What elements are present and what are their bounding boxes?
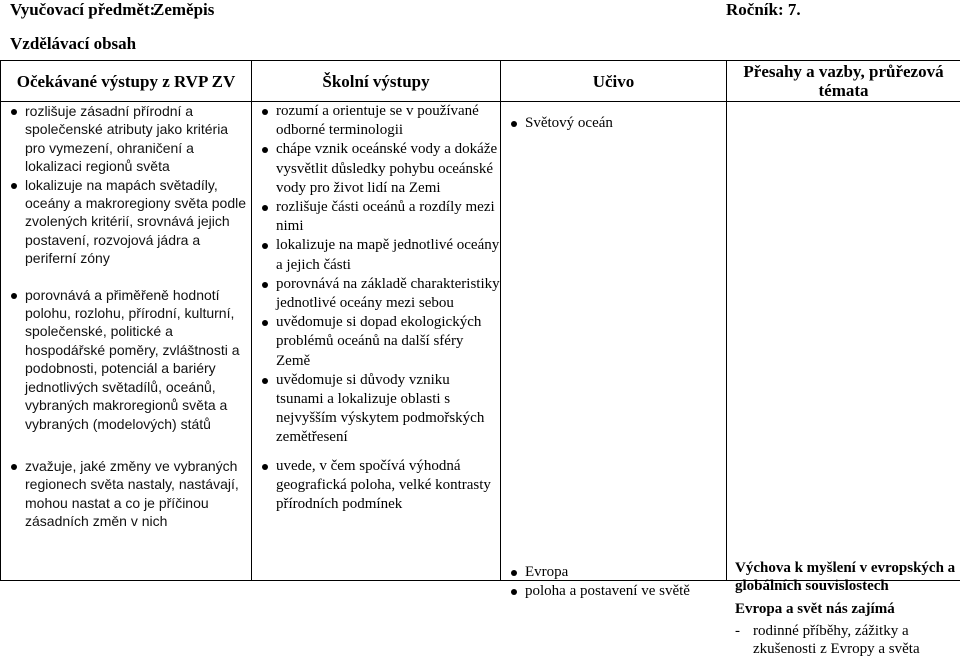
bullet-icon <box>262 320 268 326</box>
curriculum-cell <box>501 102 727 581</box>
rvp-output-text: rozlišuje zásadní přírodní a společenské atributy jako kritéria pro vymezení, ohraničení a lokalizaci regionů světa <box>25 103 228 174</box>
list-item <box>1 457 251 531</box>
bullet-icon <box>11 464 17 470</box>
bullet-icon <box>262 147 268 153</box>
bullet-icon <box>262 109 268 115</box>
cross-topics-block <box>735 559 958 658</box>
school-output-text: rozlišuje části oceánů a rozdíly mezi nimi <box>276 199 495 234</box>
school-output-text: uvede, v čem spočívá výhodná geografická poloha, velké kontrasty přírodních podmínek <box>276 458 491 512</box>
bullet-icon <box>262 205 268 211</box>
list-item <box>252 140 500 198</box>
bullet-icon <box>262 464 268 470</box>
curriculum-table <box>0 60 960 581</box>
curriculum-topic: Světový oceán <box>525 115 613 131</box>
curriculum-topic: Evropa <box>525 564 568 580</box>
list-item <box>252 457 500 515</box>
col-header-curriculum: Učivo <box>501 61 727 102</box>
dash-icon: - <box>735 622 740 640</box>
bullet-icon <box>262 378 268 384</box>
cross-topics-cell <box>727 102 960 581</box>
table-row <box>1 102 960 581</box>
school-output-text: chápe vznik oceánské vody a dokáže vysvětlit důsledky pohybu oceánské vody pro život lidí na Zemi <box>276 141 497 195</box>
list-item <box>735 622 958 658</box>
school-output-text: uvědomuje si dopad ekologických problémů oceánů na další sféry Země <box>276 314 481 368</box>
col-header-school-outputs: Školní výstupy <box>252 61 501 102</box>
rvp-output-text: zvažuje, jaké změny ve vybraných regionech světa nastaly, nastávají, mohou nastat a co je příčinou zásadních změn v nich <box>25 458 239 529</box>
school-outputs-cell <box>252 102 501 581</box>
list-item <box>501 582 726 601</box>
list-item <box>252 236 500 274</box>
list-item <box>252 313 500 371</box>
rvp-output-text: lokalizuje na mapách světadíly, oceány a makroregiony světa podle zvolených kritérií, srovnává jejich postavení, rozvojová jádra a periferní zóny <box>25 177 246 267</box>
rvp-output-text: porovnává a přiměřeně hodnotí polohu, rozlohu, přírodní, kulturní, společenské, politické a hospodářské poměry, zvláštnosti a podobnosti, potenciál a bariéry jednotlivých světadílů, oceánů, vybraných makroregionů světa a vybraných (modelových) států <box>25 287 240 432</box>
list-item <box>1 102 251 176</box>
rvp-outputs-cell <box>1 102 252 581</box>
school-output-text: rozumí a orientuje se v používané odborné terminologii <box>276 103 479 138</box>
list-item <box>252 371 500 448</box>
curriculum-topic: poloha a postavení ve světě <box>525 583 690 599</box>
cross-topic-subtitle: Evropa a svět nás zajímá <box>735 600 958 618</box>
list-item <box>252 275 500 313</box>
school-output-text: porovnává na základě charakteristiky jednotlivé oceány mezi sebou <box>276 276 500 311</box>
subject-value: Zeměpis <box>153 0 214 20</box>
grade-label: Ročník: 7. <box>726 0 801 20</box>
school-output-text: uvědomuje si důvody vzniku tsunami a lokalizuje oblasti s nejvyšším výskytem podmořských zemětřesení <box>276 372 484 446</box>
table-header-row <box>1 61 960 102</box>
list-item <box>1 286 251 433</box>
bullet-icon <box>262 243 268 249</box>
col-header-cross-topics: Přesahy a vazby, průřezová témata <box>727 61 960 102</box>
school-output-text: lokalizuje na mapě jednotlivé oceány a jejich části <box>276 237 499 272</box>
bullet-icon <box>262 282 268 288</box>
list-item <box>1 176 251 268</box>
subject-label: Vyučovací předmět: <box>10 0 155 20</box>
col-header-rvp: Očekávané výstupy z RVP ZV <box>1 61 252 102</box>
cross-topic-title: Výchova k myšlení v evropských a globálních souvislostech <box>735 559 958 595</box>
bullet-icon <box>511 121 517 127</box>
list-item <box>501 114 726 133</box>
bullet-icon <box>11 183 17 189</box>
bullet-icon <box>511 570 517 576</box>
bullet-icon <box>511 589 517 595</box>
bullet-icon <box>11 293 17 299</box>
content-title: Vzdělávací obsah <box>10 34 136 54</box>
list-item <box>252 102 500 140</box>
list-item <box>252 198 500 236</box>
cross-topic-item: rodinné příběhy, zážitky a zkušenosti z Evropy a světa <box>753 623 920 657</box>
bullet-icon <box>11 109 17 115</box>
list-item <box>501 563 726 582</box>
